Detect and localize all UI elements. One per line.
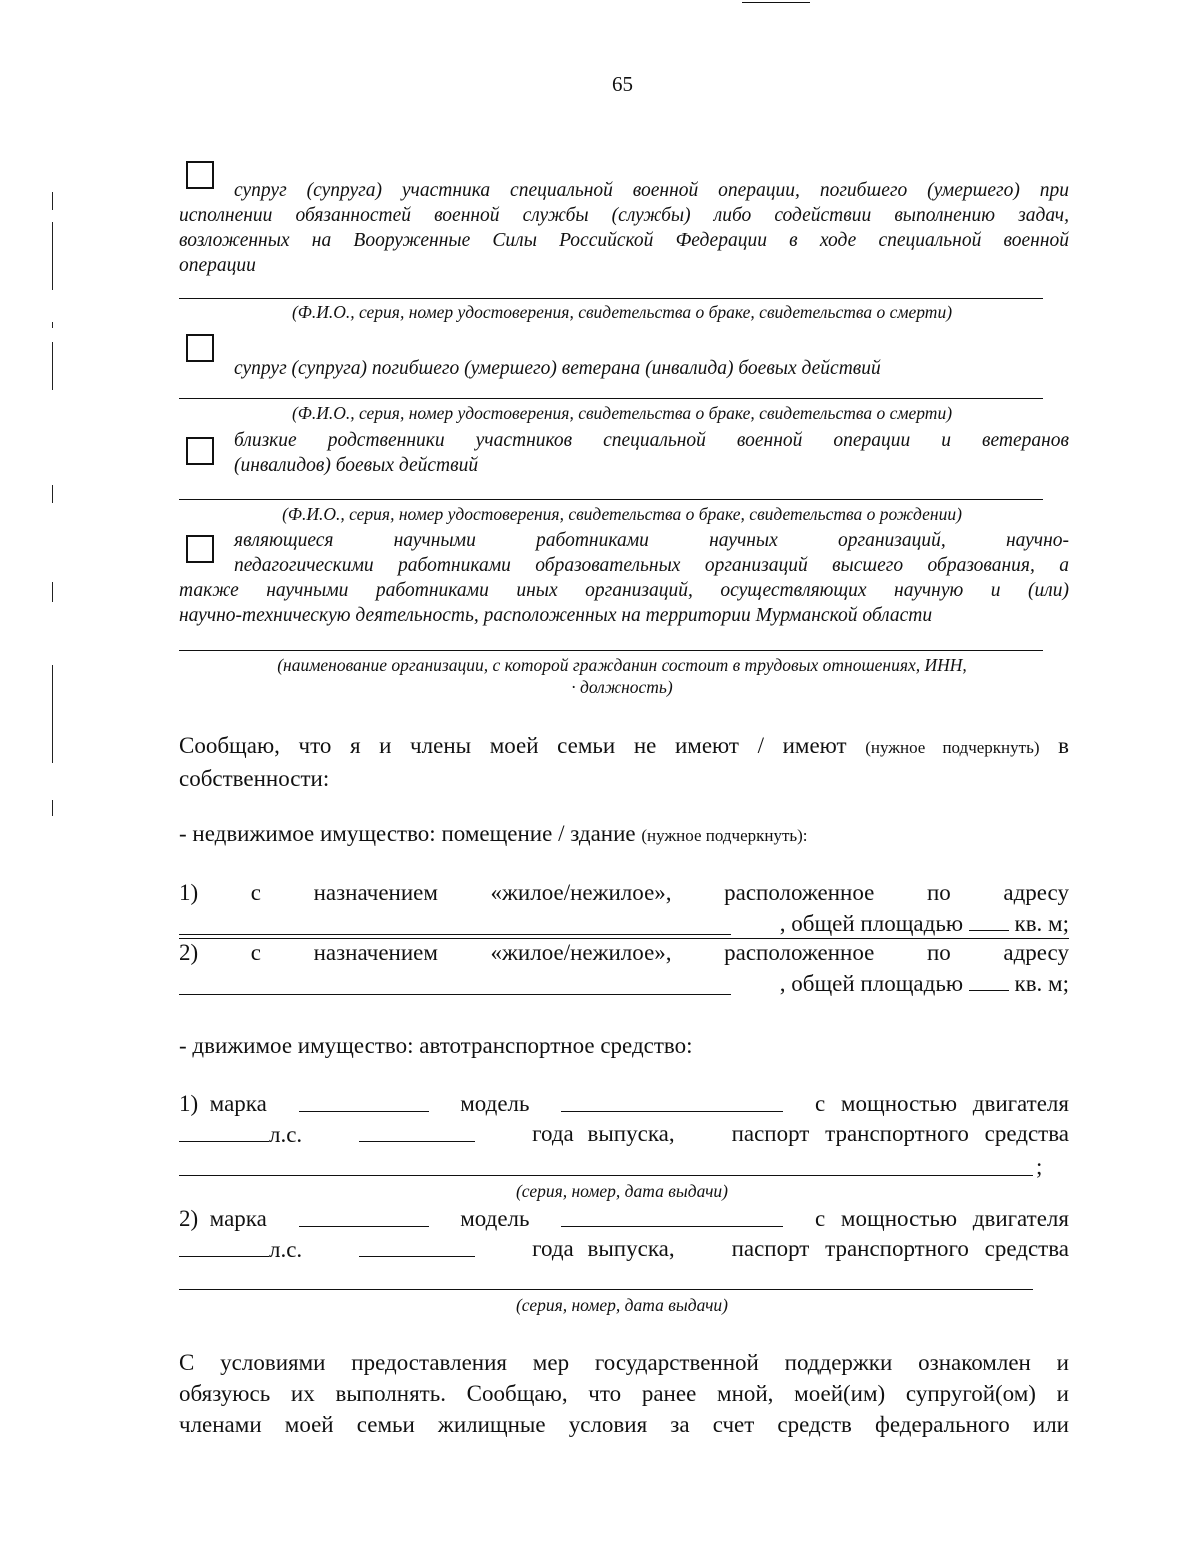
vehicle-1-line2: л.с. года выпуска, паспорт транспортного средства bbox=[179, 1119, 1069, 1150]
section3-text: близкие родственники участников специальной военной операции и ветеранов (инвалидов) боевых действий bbox=[234, 430, 1069, 476]
margin-mark bbox=[52, 665, 53, 763]
margin-mark bbox=[52, 485, 53, 503]
section3-caption: (Ф.И.О., серия, номер удостоверения, свидетельства о браке, свидетельства о рождении) bbox=[282, 504, 962, 524]
fill-line[interactable] bbox=[179, 298, 1043, 299]
section2-caption: (Ф.И.О., серия, номер удостоверения, свидетельства о браке, свидетельства о смерти) bbox=[291, 403, 953, 423]
hp-fill-line[interactable] bbox=[179, 1234, 269, 1257]
vehicle-2-line1: 2) марка модель с мощностью двигателя bbox=[179, 1206, 1069, 1231]
margin-mark bbox=[52, 192, 53, 210]
section1-caption: (Ф.И.О., серия, номер удостоверения, свидетельства о браке, свидетельства о смерти) bbox=[291, 302, 953, 322]
margin-mark bbox=[52, 342, 53, 390]
section4-text: являющиеся научными работниками научных организаций, научно- педагогическими работниками образовательных организаций высшего образования, а также научными работниками иных организаций, осуществляющих научную и (или) научно-техническую деятельность, расположенных на территории Мурманской области bbox=[179, 530, 1069, 626]
margin-mark bbox=[52, 322, 53, 328]
vehicle-2-line2: л.с. года выпуска, паспорт транспортного средства bbox=[179, 1234, 1069, 1265]
area-fill-line[interactable] bbox=[969, 908, 1009, 931]
closing-paragraph: С условиями предоставления мер государственной поддержки ознакомлен и обязуюсь их выполнять. Сообщаю, что ранее мной, моей(им) супругой(ом) и членами моей семьи жилищные условия за счет средств федерального или bbox=[179, 1350, 1069, 1437]
checkbox-veteran-spouse[interactable] bbox=[186, 334, 214, 362]
hp-fill-line[interactable] bbox=[179, 1119, 269, 1142]
passport-fill-line[interactable] bbox=[179, 1289, 1033, 1290]
fill-line[interactable] bbox=[179, 650, 1043, 651]
top-edge-mark bbox=[742, 2, 810, 3]
realty-item-1-line1: 1) с назначением «жилое/нежилое», расположенное по адресу bbox=[179, 880, 1069, 905]
year-fill-line[interactable] bbox=[359, 1119, 475, 1142]
movable-heading: - движимое имущество: автотранспортное средство: bbox=[179, 1033, 693, 1058]
margin-mark bbox=[52, 222, 53, 290]
realty-item-2-line1: 2) с назначением «жилое/нежилое», расположенное по адресу bbox=[179, 940, 1069, 965]
brand-fill-line[interactable] bbox=[299, 1089, 429, 1112]
year-fill-line[interactable] bbox=[359, 1234, 475, 1257]
vehicle-1-line1: 1) марка модель с мощностью двигателя bbox=[179, 1091, 1069, 1116]
model-fill-line[interactable] bbox=[561, 1089, 783, 1112]
area-fill-line[interactable] bbox=[969, 968, 1009, 991]
realty-heading: - недвижимое имущество: помещение / здание (нужное подчеркнуть): bbox=[179, 821, 808, 846]
section1-text: супруг (супруга) участника специальной военной операции, погибшего (умершего) при исполнении обязанностей военной службы (службы) либо содействии выполнению задач, возложенных на Вооруженные Силы Российской Федерации в ходе специальной военной операции bbox=[179, 180, 1069, 276]
vehicle-1-end: ; bbox=[1036, 1154, 1043, 1179]
fill-line[interactable] bbox=[179, 499, 1043, 500]
section4-caption-2: · должность) bbox=[571, 677, 673, 697]
realty-item-1-line2: , общей площадью кв. м; bbox=[179, 908, 1069, 939]
passport-fill-line[interactable] bbox=[179, 1175, 1033, 1176]
model-fill-line[interactable] bbox=[561, 1204, 783, 1227]
section4-caption-1: (наименование организации, с которой гражданин состоит в трудовых отношениях, ИНН, bbox=[277, 655, 967, 675]
realty-item-2-line2: , общей площадью кв. м; bbox=[179, 968, 1069, 999]
brand-fill-line[interactable] bbox=[299, 1204, 429, 1227]
vehicle-2-caption: (серия, номер, дата выдачи) bbox=[515, 1295, 729, 1315]
declaration: Сообщаю, что я и члены моей семьи не имеют / имеют (нужное подчеркнуть) в собственности: bbox=[179, 733, 1069, 791]
margin-mark bbox=[52, 800, 53, 816]
fill-line[interactable] bbox=[179, 398, 1043, 399]
margin-mark bbox=[52, 582, 53, 602]
section2-text: супруг (супруга) погибшего (умершего) ветерана (инвалида) боевых действий bbox=[234, 358, 881, 379]
checkbox-close-relatives[interactable] bbox=[186, 437, 214, 465]
page-number: 65 bbox=[612, 72, 633, 96]
vehicle-1-caption: (серия, номер, дата выдачи) bbox=[515, 1181, 729, 1201]
